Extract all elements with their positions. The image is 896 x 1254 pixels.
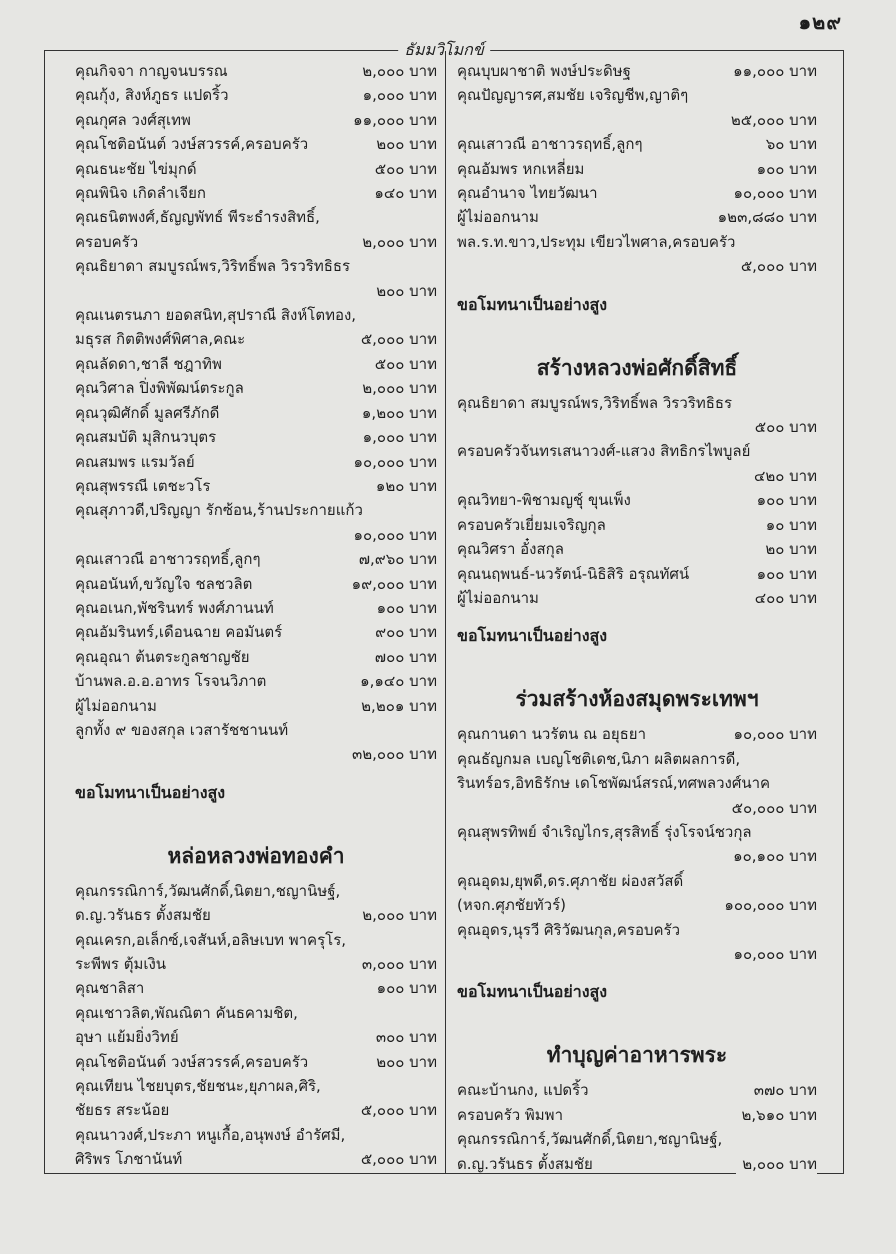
donor-name: มธุรส กิตติพงศ์พิศาล,คณะ	[75, 330, 246, 349]
donor-name: คุณธิยาดา สมบูรณ์พร,วิริทธิ์พล วิรวริทธิธร	[75, 257, 351, 276]
donation-amount: ๕๐๐ บาท	[369, 157, 437, 181]
donation-amount: ๑,๐๐๐ บาท	[357, 83, 437, 107]
donor-name: คุณสุพรรณี เตชะวโร	[75, 476, 211, 495]
right-column	[457, 59, 817, 1176]
donation-amount: ๔๐๐ บาท	[749, 586, 817, 610]
donor-entry	[75, 928, 437, 977]
donation-amount: ๑๐,๐๐๐ บาท	[727, 722, 817, 746]
donation-amount: ๑๒๐ บาท	[370, 474, 437, 498]
section-heading: ทำบุญค่าอาหารพระ	[546, 1043, 728, 1068]
section-heading: หล่อหลวงพ่อทองคำ	[167, 843, 345, 868]
donor-entry	[457, 820, 817, 869]
frame-title: ธัมมวิโมกข์	[398, 38, 490, 63]
donor-entry	[75, 620, 437, 644]
donation-amount: ๑๒๓,๘๘๐ บาท	[712, 205, 817, 229]
donor-name: คุณอุณา ต้นตระกูลชาญชัย	[75, 647, 250, 666]
donation-amount: ๒,๒๐๑ บาท	[355, 694, 437, 718]
donor-entry	[75, 498, 437, 547]
donation-amount: ๓๐๐ บาท	[370, 1025, 437, 1049]
donation-amount: ๕๐๐ บาท	[369, 352, 437, 376]
donor-entry	[75, 694, 437, 718]
donation-amount: ๙๐๐ บาท	[369, 620, 437, 644]
donor-entry	[457, 181, 817, 205]
donor-entry	[75, 879, 437, 928]
donation-amount: ๒๕,๐๐๐ บาท	[457, 108, 817, 132]
donation-amount: ๗,๙๖๐ บาท	[353, 547, 437, 571]
donor-entry	[457, 537, 817, 561]
donor-name: ครอบครัวจันทรเสนาวงศ์-แสวง สิทธิกรไพบูลย์	[457, 442, 751, 461]
donor-name: คุณกิจจา กาญจนบรรณ	[75, 62, 228, 80]
left-column	[75, 59, 437, 1172]
donor-name: คณะบ้านกง, แปดริ้ว	[457, 1081, 589, 1100]
donor-name: คุณปัญญารศ,สมชัย เจริญชีพ,ญาติๆ	[457, 86, 689, 105]
donor-name: คณสมพร แรมวัลย์	[75, 452, 195, 471]
donor-name: พล.ร.ท.ขาว,ประทุม เขียวไพศาล,ครอบครัว	[457, 232, 736, 251]
donation-amount: ๖๐ บาท	[760, 132, 817, 156]
donor-entry	[75, 352, 437, 376]
donor-entry	[75, 401, 437, 425]
donor-name: ระพีพร ตุ้มเงิน	[75, 955, 167, 973]
donor-name: คุณอนันท์,ขวัญใจ ชลชวลิต	[75, 574, 253, 593]
donor-entry	[457, 586, 817, 610]
donor-entry	[75, 59, 437, 83]
donation-amount: ๓๒,๐๐๐ บาท	[75, 742, 437, 766]
donor-name: คุณธนะชัย ไข่มุกด์	[75, 159, 197, 178]
donor-entry	[457, 562, 817, 586]
donor-name: คุณโชติอนันต์ วงษ์สวรรค์,ครอบครัว	[75, 135, 309, 154]
donor-name: คุณอุดร,นุรวี ศิริวัฒนกุล,ครอบครัว	[457, 920, 681, 939]
donor-name: รินทร์อร,อิทธิรักษ เดโชพัฒน์สรณ์,ทศพลวงศ์นาค	[457, 774, 771, 793]
donor-entry	[457, 869, 817, 918]
donor-entry	[457, 722, 817, 746]
donor-name: คุณกุศล วงศ์สุเทพ	[75, 110, 191, 129]
donation-amount: ๒,๐๐๐ บาท	[736, 1152, 817, 1176]
donation-amount: ๑๐,๐๐๐ บาท	[457, 942, 817, 966]
donation-amount: ๑๑,๐๐๐ บาท	[347, 108, 437, 132]
donor-name: คุณธัญกมล เบญโชติเดช,นิภา ผลิตผลการดี,	[457, 749, 741, 768]
donor-name: คุณอเนก,พัชรินทร์ พงศ์ภานนท์	[75, 598, 274, 617]
donor-entry	[75, 83, 437, 107]
section-heading: ร่วมสร้างห้องสมุดพระเทพฯ	[515, 687, 759, 712]
donation-amount: ๑๐,๑๐๐ บาท	[457, 844, 817, 868]
donation-amount: ๕,๐๐๐ บาท	[355, 327, 437, 351]
donor-entry	[75, 303, 437, 352]
donation-amount: ๑๐,๐๐๐ บาท	[727, 181, 817, 205]
donation-amount: ๑๑,๐๐๐ บาท	[727, 59, 817, 83]
donor-name: ครอบครัว พิมพา	[457, 1105, 563, 1124]
donor-entry	[75, 1050, 437, 1074]
donor-name: คุณกานดา นวรัตน ณ อยุธยา	[457, 725, 646, 744]
donor-name: ครอบครัว	[75, 232, 139, 251]
donation-amount: ๒๐๐ บาท	[370, 132, 437, 156]
thanks-line: ขอโมทนาเป็นอย่างสูง	[457, 294, 608, 314]
donor-entry	[457, 83, 817, 132]
donation-amount: ๒,๐๐๐ บาท	[356, 903, 437, 927]
donation-amount: ๕๐๐ บาท	[457, 415, 817, 439]
donor-name: คุณอัมรินทร์,เดือนฉาย คอมันตร์	[75, 623, 283, 642]
donor-entry	[457, 1127, 817, 1176]
donor-name: คุณเทียน ไชยบุตร,ชัยชนะ,ยุภาผล,ศิริ,	[75, 1077, 321, 1096]
donation-amount: ๑,๒๐๐ บาท	[356, 401, 437, 425]
donation-amount: ๗๐๐ บาท	[369, 645, 437, 669]
donor-name: คุณธนิตพงศ์,ธัญญพัทธ์ พีระธำรงสิทธิ์,	[75, 208, 320, 227]
donation-amount: ๑๔๐ บาท	[368, 181, 437, 205]
donation-amount: ๕,๐๐๐ บาท	[457, 254, 817, 278]
donation-amount: ๑๐,๐๐๐ บาท	[75, 523, 437, 547]
donor-name: คุณกรรณิการ์,วัฒนศักดิ์,นิตยา,ชญานิษฐ์,	[457, 1130, 723, 1149]
donor-name: ครอบครัวเยี่ยมเจริญกุล	[457, 515, 606, 534]
donation-amount: ๑๐๐ บาท	[751, 562, 817, 586]
donation-amount: ๑๐ บาท	[760, 513, 817, 537]
donor-entry	[75, 976, 437, 1000]
donor-entry	[457, 157, 817, 181]
donor-entry	[75, 132, 437, 156]
donor-name: ศิริพร โภชานันท์	[75, 1150, 183, 1169]
donation-amount: ๒,๐๐๐ บาท	[356, 376, 437, 400]
donor-entry	[457, 132, 817, 156]
donor-entry	[75, 376, 437, 400]
donation-amount: ๒๐๐ บาท	[75, 279, 437, 303]
donor-name: คุณเสาวณี อาชาวรฤทธิ์,ลูกๆ	[457, 135, 643, 154]
donor-name: คุณวุฒิศักดิ์ มูลศรีภักดี	[75, 403, 220, 422]
donor-entry	[75, 572, 437, 596]
donation-amount: ๓,๐๐๐ บาท	[356, 952, 437, 976]
donor-name: บ้านพล.อ.อ.อาทร โรจนวิภาต	[75, 672, 267, 691]
donation-amount: ๑๐๐ บาท	[751, 488, 817, 512]
donor-entry	[75, 425, 437, 449]
donor-name: คุณเนตรนภา ยอดสนิท,สุปราณี สิงห์โตทอง,	[75, 306, 357, 325]
page-number: ๑๒๙	[798, 10, 842, 34]
donation-amount: ๒,๐๐๐ บาท	[356, 59, 437, 83]
donor-entry	[75, 1074, 437, 1123]
donation-amount: ๔๒๐ บาท	[457, 464, 817, 488]
donation-amount: ๑๐๐ บาท	[751, 157, 817, 181]
donor-name: คุณโชติอนันต์ วงษ์สวรรค์,ครอบครัว	[75, 1052, 309, 1071]
donor-name: คุณอุดม,ยุพดี,ดร.ศุภาชัย ผ่องสวัสดิ์	[457, 871, 684, 890]
donor-name: คุณวิศรา อั๋งสกุล	[457, 540, 564, 559]
donor-entry	[457, 205, 817, 229]
donor-entry	[457, 230, 817, 279]
donation-amount: ๕,๐๐๐ บาท	[355, 1098, 437, 1122]
thanks-line: ขอโมทนาเป็นอย่างสูง	[457, 982, 608, 1002]
donor-entry	[75, 547, 437, 571]
donation-amount: ๒๐๐ บาท	[370, 1050, 437, 1074]
donor-name: คุณธิยาดา สมบูรณ์พร,วิริทธิ์พล วิรวริทธิธร	[457, 393, 733, 412]
donor-name: ผู้ไม่ออกนาม	[457, 208, 539, 227]
donor-entry	[75, 645, 437, 669]
donor-entry	[75, 108, 437, 132]
donation-amount: ๓๗๐ บาท	[748, 1078, 817, 1102]
donation-amount: ๕๐,๐๐๐ บาท	[457, 796, 817, 820]
donor-entry	[457, 1078, 817, 1102]
donation-amount: ๑๐๐ บาท	[371, 976, 437, 1000]
donor-entry	[75, 450, 437, 474]
donor-name: ลูกทั้ง ๙ ของสกุล เวสารัชชานนท์	[75, 720, 289, 739]
donation-amount: ๑๐๐ บาท	[371, 596, 437, 620]
donation-amount: ๒๐ บาท	[759, 537, 817, 561]
donor-entry	[75, 157, 437, 181]
donation-amount: ๒,๖๑๐ บาท	[736, 1103, 817, 1127]
thanks-line: ขอโมทนาเป็นอย่างสูง	[457, 626, 608, 646]
donor-entry	[457, 59, 817, 83]
donor-entry	[457, 747, 817, 820]
donor-name: คุณกุ้ง, สิงห์ภูธร แปดริ้ว	[75, 86, 229, 105]
donor-name: คุณวิศาล ปิ่งพิพัฒน์ตระกูล	[75, 379, 244, 398]
donation-amount: ๑,๑๔๐ บาท	[354, 669, 437, 693]
donor-name: คุณสุพรทิพย์ จำเริญไกร,สุรสิทธิ์ รุ่งโรจน์ชวกุล	[457, 822, 752, 841]
donor-entry	[75, 718, 437, 767]
donor-entry	[75, 669, 437, 693]
donor-entry	[75, 1123, 437, 1172]
donor-name: (หจก.ศุภชัยทัวร์)	[457, 896, 566, 915]
donation-amount: ๑๙,๐๐๐ บาท	[346, 572, 437, 596]
donor-entry	[75, 1001, 437, 1050]
donation-amount: ๑,๐๐๐ บาท	[357, 425, 437, 449]
donation-amount: ๕,๐๐๐ บาท	[355, 1147, 437, 1171]
donor-name: คุณสุภาวดี,ปริญญา รักซ้อน,ร้านประกายแก้ว	[75, 501, 363, 520]
donor-name: ด.ญ.วรันธร ตั้งสมชัย	[457, 1154, 593, 1173]
donor-name: คุณเครก,อเล็กซ์,เจสันห์,อลิษเบท พาครุโร,	[75, 930, 347, 949]
donor-entry	[75, 596, 437, 620]
donor-name: คุณบุบผาชาติ พงษ์ประดิษฐ	[457, 62, 631, 80]
donor-entry	[457, 1103, 817, 1127]
donor-name: คุณเสาวณี อาชาวรฤทธิ์,ลูกๆ	[75, 550, 261, 569]
column-divider	[445, 51, 446, 1173]
donor-entry	[457, 513, 817, 537]
donation-amount: ๑๐๐,๐๐๐ บาท	[718, 893, 817, 917]
donor-name: คุณลัดดา,ชาลี ชฎาทิพ	[75, 354, 222, 373]
donor-entry	[75, 254, 437, 303]
donor-name: คุณอำนาจ ไทยวัฒนา	[457, 184, 598, 203]
donor-name: คุณเชาวลิต,พัณณิตา คันธคามชิต,	[75, 1003, 298, 1022]
donor-entry	[75, 181, 437, 205]
donor-name: อุษา แย้มยิ่งวิทย์	[75, 1028, 179, 1047]
section-heading: สร้างหลวงพ่อศักดิ์สิทธิ์	[536, 355, 738, 380]
donor-name: คุณสมบัติ มุสิกนวบุตร	[75, 428, 217, 447]
donor-entry	[457, 488, 817, 512]
donor-name: ผู้ไม่ออกนาม	[75, 696, 157, 715]
donor-name: คุณกรรณิการ์,วัฒนศักดิ์,นิตยา,ชญานิษฐ์,	[75, 881, 341, 900]
thanks-line: ขอโมทนาเป็นอย่างสูง	[75, 782, 226, 802]
donor-name: คุณนาวงศ์,ประภา หนูเกื้อ,อนุพงษ์ อำรัศมี,	[75, 1125, 346, 1144]
donor-name: คุณชาลิสา	[75, 979, 145, 998]
donor-entry	[457, 439, 817, 488]
donor-name: คุณอัมพร หกเหลี่ยม	[457, 159, 585, 178]
donation-amount: ๑๐,๐๐๐ บาท	[347, 450, 437, 474]
donor-entry	[75, 205, 437, 254]
donor-name: ผู้ไม่ออกนาม	[457, 588, 539, 607]
donor-name: ชัยธร สระน้อย	[75, 1101, 170, 1120]
donor-entry	[457, 391, 817, 440]
donor-entry	[457, 918, 817, 967]
donor-name: คุณนฤพนธ์-นวรัตน์-นิธิสิริ อรุณทัศน์	[457, 564, 690, 583]
donor-name: คุณพินิจ เกิดลำเจียก	[75, 184, 207, 203]
donation-amount: ๒,๐๐๐ บาท	[356, 230, 437, 254]
donor-name: คุณวิทยา-พิชามญชุ์ ขุนเพ็ง	[457, 491, 631, 510]
content-frame	[44, 40, 844, 1174]
donor-entry	[75, 474, 437, 498]
donor-name: ด.ญ.วรันธร ตั้งสมชัย	[75, 906, 211, 925]
